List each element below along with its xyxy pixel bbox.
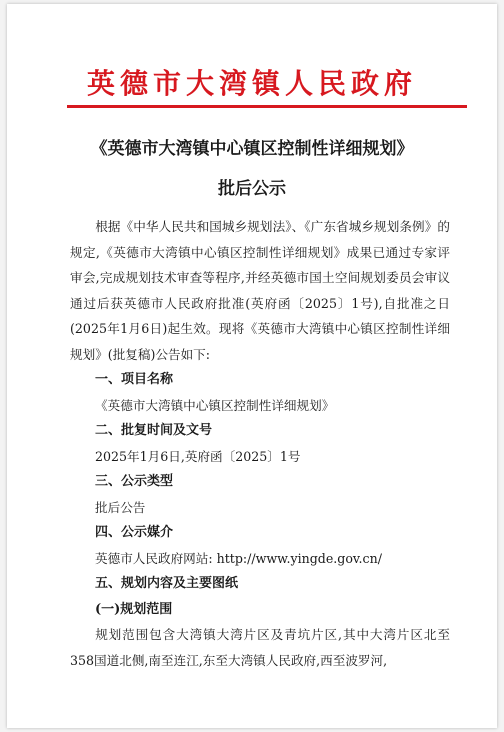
document-subtitle: 批后公示 bbox=[218, 179, 286, 199]
section-value-approval: 2025年1月6日,英府函〔2025〕1号 bbox=[95, 448, 301, 464]
section-value-notice-type: 批后公告 bbox=[95, 499, 146, 515]
section-heading-plan-content: 五、规划内容及主要图纸 bbox=[95, 576, 239, 591]
document-body bbox=[70, 214, 450, 673]
scope-paragraph: 规划范围包含大湾镇大湾片区及青坑片区,其中大湾片区北至358国道北侧,南至连江,东至大湾镇人民政府,西至波罗河, bbox=[70, 627, 450, 668]
section-heading-approval: 二、批复时间及文号 bbox=[95, 423, 213, 438]
intro-paragraph: 根据《中华人民共和国城乡规划法》、《广东省城乡规划条例》的规定,《英德市大湾镇中心镇区控制性详细规划》成果已通过专家评审会,完成规划技术审查等程序,并经英德市国土空间规划委员会审议通过后获英德市人民政府批准(英府函〔2025〕1号),自批准之日(2025年1月6日)起生效。现将《英德市大湾镇中心镇区控制性详细规划》(批复稿)公告如下: bbox=[70, 219, 450, 362]
document-page bbox=[7, 4, 497, 728]
document-title: 《英德市大湾镇中心镇区控制性详细规划》 bbox=[90, 139, 414, 159]
section-heading-notice-type: 三、公示类型 bbox=[95, 474, 174, 489]
letterhead-divider bbox=[67, 105, 467, 108]
section-value-media: 英德市人民政府网站: http://www.yingde.gov.cn/ bbox=[95, 550, 382, 566]
section-heading-project-name: 一、项目名称 bbox=[95, 372, 174, 387]
section-value-project-name: 《英德市大湾镇中心镇区控制性详细规划》 bbox=[95, 397, 335, 413]
section-heading-media: 四、公示媒介 bbox=[95, 525, 174, 540]
subsection-heading-scope: (一)规划范围 bbox=[95, 601, 173, 617]
organization-letterhead: 英德市大湾镇人民政府 bbox=[86, 67, 417, 100]
